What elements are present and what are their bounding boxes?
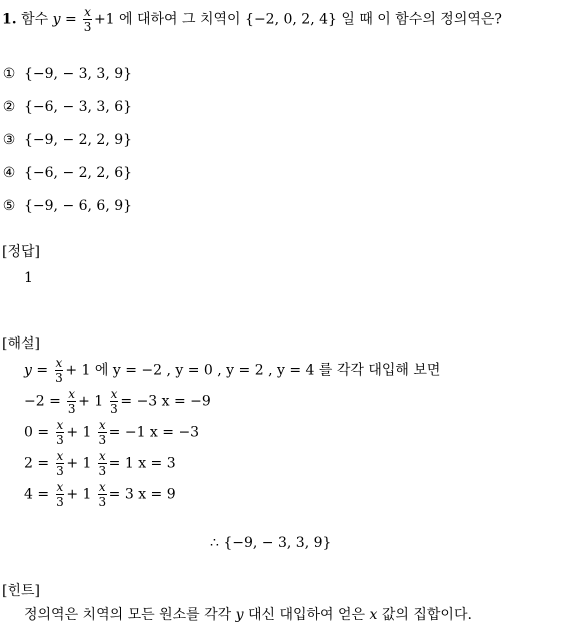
question-number: 1. — [2, 11, 17, 28]
fraction-x-over-3: $\frac{x}{3}$ — [55, 356, 63, 385]
range-set: {−2, 0, 2, 4} — [245, 11, 337, 28]
step-rhs: = −3 x = −9 — [120, 393, 211, 410]
step-rhs: = −1 x = −3 — [108, 424, 200, 441]
eq-sign: = — [64, 11, 77, 28]
step-lhs: 4 = — [24, 486, 54, 503]
choice-mark: ② — [2, 99, 16, 115]
choice-mark: ④ — [2, 165, 16, 181]
step-3 — [24, 450, 176, 477]
choice-mark: ⑤ — [2, 198, 16, 214]
hint-var-y: y — [235, 607, 244, 623]
choice-text: {−9, − 6, 6, 9} — [24, 198, 133, 214]
fraction-x-over-3: $\frac{x}{3}$ — [98, 480, 107, 509]
step-mid: + 1 — [66, 455, 96, 472]
step-4 — [24, 481, 176, 508]
step-rhs: = 3 x = 9 — [108, 486, 176, 503]
question-line — [2, 6, 502, 33]
choice-text: {−6, − 3, 3, 6} — [24, 99, 133, 115]
expl-lhs: y = — [24, 362, 53, 379]
choice-mark: ① — [2, 66, 16, 82]
plus-one: +1 — [93, 11, 115, 28]
fraction-x-over-3: $\frac{x}{3}$ — [56, 480, 64, 509]
answer-value: 1 — [24, 270, 33, 286]
step-mid: + 1 — [78, 393, 108, 410]
step-lhs: 2 = — [24, 455, 54, 472]
step-lhs: 0 = — [24, 424, 54, 441]
question-post: 에 대하여 그 치역이 — [119, 11, 241, 28]
hint-var-x: x — [369, 607, 378, 623]
question-tail: 일 때 이 함수의 정의역은? — [341, 11, 502, 28]
choice-3 — [2, 132, 132, 148]
fraction-x-over-3: $\frac{x}{3}$ — [110, 387, 118, 416]
choice-text: {−9, − 2, 2, 9} — [24, 132, 133, 148]
choice-5 — [2, 198, 132, 214]
hint-mid: 대신 대입하여 얻은 — [247, 607, 366, 623]
step-rhs: = 1 x = 3 — [108, 455, 176, 472]
fraction-x-over-3: $\frac{x}{3}$ — [56, 418, 64, 447]
fraction-x-over-3: $\frac{x}{3}$ — [98, 449, 107, 478]
conclusion: ∴ {−9, − 3, 3, 9} — [210, 535, 332, 551]
hint-post: 값의 집합이다. — [381, 607, 472, 623]
step-mid: + 1 — [66, 424, 96, 441]
var-y: y — [52, 11, 61, 28]
hint-text — [24, 604, 472, 624]
step-mid: + 1 — [66, 486, 96, 503]
fraction-x-over-3: $\frac{x}{3}$ — [67, 387, 76, 416]
choice-text: {−9, − 3, 3, 9} — [24, 66, 133, 82]
step-lhs: −2 = — [24, 393, 66, 410]
explanation-label: [해설] — [2, 336, 40, 352]
step-1 — [24, 388, 211, 415]
explanation-line-1 — [24, 357, 440, 384]
hint-pre: 정의역은 치역의 모든 원소를 각각 — [24, 607, 232, 623]
question-pre: 함수 — [21, 11, 49, 28]
step-2 — [24, 419, 199, 446]
expl-line1-post: + 1 에 y = −2 , y = 0 , y = 2 , y = 4 를 각각 대입해 보면 — [65, 362, 441, 379]
fraction-x-over-3: $\frac{x}{3}$ — [56, 449, 64, 478]
fraction-x-over-3: $\frac{x}{3}$ — [98, 418, 107, 447]
hint-label: [힌트] — [2, 583, 40, 599]
choice-mark: ③ — [2, 132, 16, 148]
answer-label: [정답] — [2, 244, 40, 260]
choice-4 — [2, 165, 132, 181]
choice-1 — [2, 66, 132, 82]
choice-2 — [2, 99, 132, 115]
fraction-x-over-3: $\frac{x}{3}$ — [83, 5, 92, 34]
choice-text: {−6, − 2, 2, 6} — [24, 165, 133, 181]
